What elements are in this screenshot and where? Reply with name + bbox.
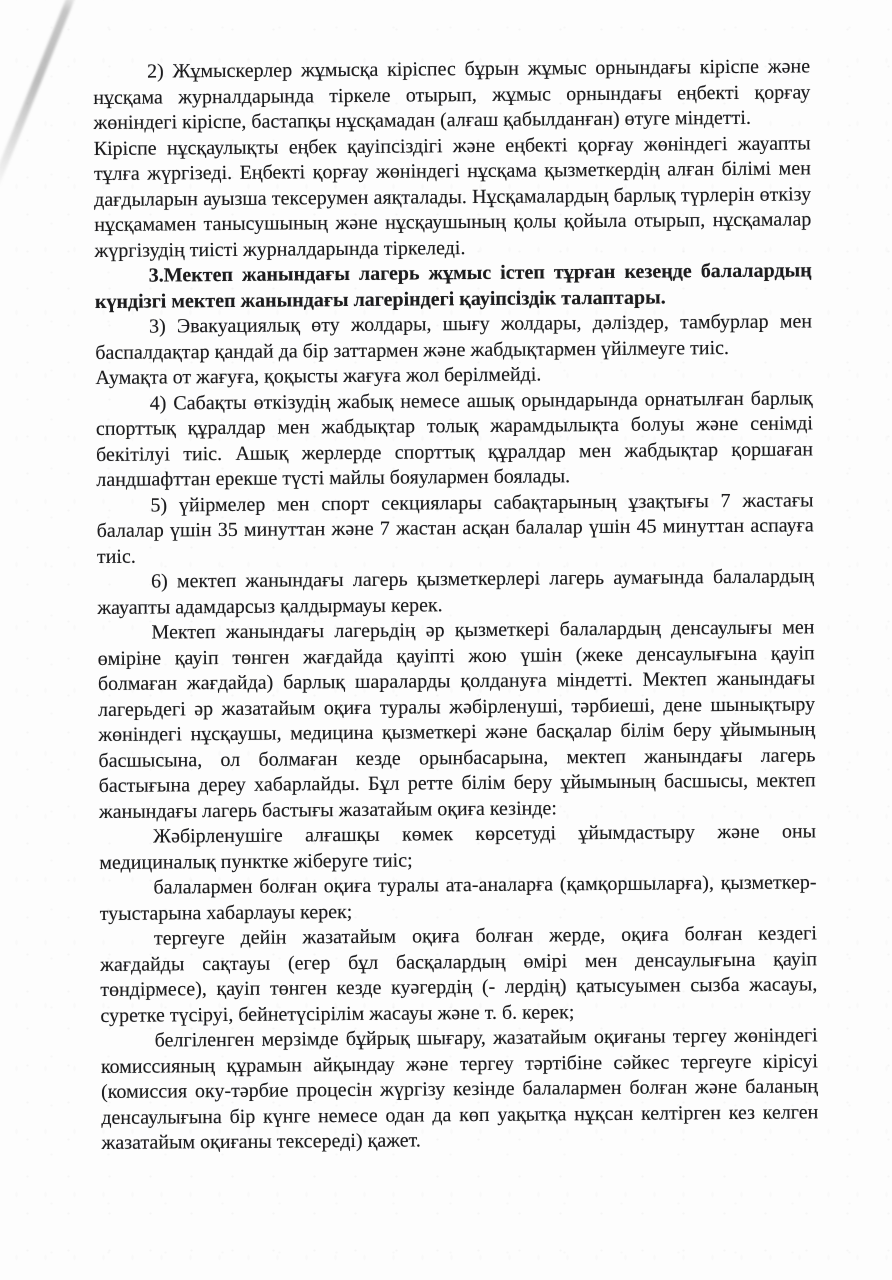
paragraph-5-lesson-duration: 5) үйірмелер мен спорт секциялары сабақтарының ұзақтығы 7 жастағы балалар үшін 35 минуттан және 7 жастан асқан балалар үшін 45 минуттан аспауға тиіс. — [96, 488, 814, 568]
paragraph-introductory-briefing: Кіріспе нұсқаулықты еңбек қауіпсіздігі және еңбекті қорғау жөніндегі жауапты тұлға жүргізеді. Еңбекті қорғау жөніндегі нұсқама қызметкердің алған білімі мен дағдыларын ауызша тексерумен аяқталады. Нұсқамалардың барлық түрлерін өткізу нұсқамамен танысушының және нұсқаушының қолы қойыла отырып, нұсқамалар жүргізудің тиісті журналдарында тіркеледі. — [93, 131, 812, 262]
paragraph-no-fires-on-territory: Аумақта от жағуға, қоқысты жағуға жол берілмейді. — [95, 363, 542, 389]
fold-crease-mark — [0, 0, 78, 195]
paragraph-2-pre-work-instruction: 2) Жұмыскерлер жұмысқа кіріспес бұрын жұмыс орнындағы кіріспе және нұсқама журналдарында тіркеле отырып, жұмыс орнындағы еңбекті қорғау жөніндегі кіріспе, бастапқы нұсқамадан (алғаш қабылданған) өтуге міндетті. — [93, 55, 811, 134]
paragraph-6-children-supervision: 6) мектеп жанындағы лагерь қызметкерлері лагерь аумағында балалардың жауапты адамдарсыз қалдырмауы керек. — [97, 565, 815, 619]
paragraph-4-sports-equipment: 4) Сабақты өткізудің жабық немесе ашық орындарында орнатылған барлық спорттық құралдар мен жабдықтар толық жарамдылықта болуы және сенімді бекітілуі тиіс. Ашық жерлерде спорттық құралдар мен жабдықтар қоршаған ландшафттан ерекше түсті майлы бояулармен боялады. — [95, 386, 814, 491]
paragraph-preserve-accident-scene: тергеуге дейін жазатайым оқиға болған жерде, оқиға болған кездегі жағдайды сақтауы (егер бұл басқалардың өмірі мен денсаулығына қауіп төндірмесе), қауіп төнген кезде куәгердің (- лердің) қатысуымен сызба жасауы, суретке түсіруі, бейнетүсірілім жасауы және т. б. керек; — [100, 922, 818, 1027]
paragraph-first-aid-to-victim: Жәбірленушіге алғашқы көмек көрсетуді ұйымдастыру және оны медициналық пунктке жіберуге тиіс; — [99, 820, 817, 874]
paragraph-3-evacuation-routes: 3) Эвакуациялық өту жолдары, шығу жолдары, дәліздер, тамбурлар мен баспалдақтар қандай да бір заттармен және жабдықтармен үйілмеуге тиіс. — [95, 310, 813, 364]
document-text-block — [93, 54, 819, 1156]
paragraph-accident-reporting-duties: Мектеп жанындағы лагерьдің әр қызметкері балалардың денсаулығы мен өміріне қауіп төнген жағдайда қауіпті жою үшін (жеке денсаулығына қауіп болмаған жағдайда) барлық шараларды қолдануға міндетті. Мектеп жанындағы лагерьдегі әр жазатайым оқиға туралы жәбірленуші, тәрбиеші, дене шынықтыру жөніндегі нұсқаушы, медицина қызметкері және басқалар білім беру ұйымының басшысына, ол болмаған кезде орынбасарына, мектеп жанындағы лагерь бастығына дереу хабарлайды. Бұл ретте білім беру ұйымының басшысы, мектеп жанындағы лагерь бастығы жазатайым оқиға кезінде: — [97, 616, 816, 823]
paragraph-investigation-commission-order: белгіленген мерзімде бұйрық шығару, жазатайым оқиғаны тергеу жөніндегі комиссияның құрамын айқындау және тергеу тәртібіне сәйкес тергеуге кірісуі (комиссия оку-тәрбие процесін жүргізу кезінде балалармен болған және баланың денсаулығына бір күнге немесе одан да көп уақытқа нұқсан келтірген кез келген жазатайым оқиғаны тексереді) қажет. — [100, 1024, 819, 1154]
paragraph-notify-parents-guardians: балалармен болған оқиға туралы ата-аналарға (қамқоршыларға), қызметкер-туыстарына хабарлауы керек; — [99, 871, 817, 925]
section-heading-3-camp-safety-requirements: 3.Мектеп жанындағы лагерь жұмыс істеп тұрған кезеңде балалардың күндізгі мектеп жанындағы лагеріндегі қауіпсіздік талаптары. — [94, 259, 812, 313]
